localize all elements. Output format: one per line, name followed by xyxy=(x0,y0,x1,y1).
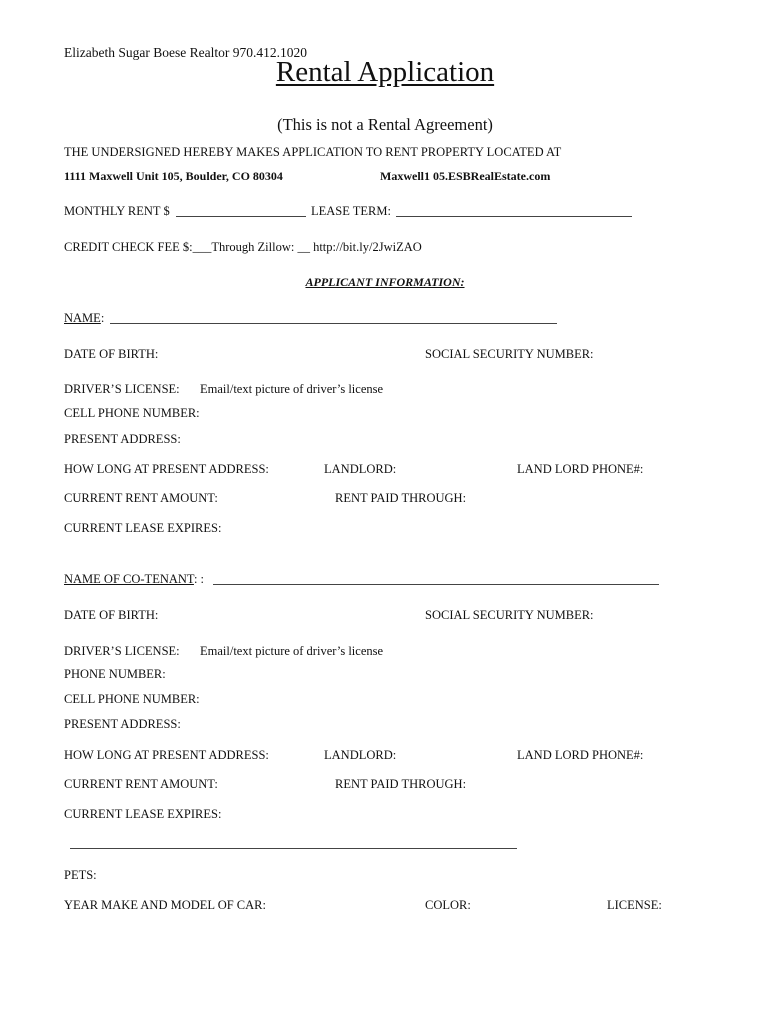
property-address: 1111 Maxwell Unit 105, Boulder, CO 80304 xyxy=(64,169,283,183)
applicant-landlord-phone-label: LAND LORD PHONE#: xyxy=(517,462,644,476)
applicant-cell-label: CELL PHONE NUMBER: xyxy=(64,406,200,420)
car-license-label: LICENSE: xyxy=(607,898,662,912)
applicant-rent-paid-label: RENT PAID THROUGH: xyxy=(335,491,467,505)
applicant-dob-label: DATE OF BIRTH: xyxy=(64,347,159,361)
cotenant-name-label xyxy=(64,573,204,586)
cotenant-ssn-label: SOCIAL SECURITY NUMBER: xyxy=(425,608,594,622)
monthly-rent-label: MONTHLY RENT $ xyxy=(64,204,170,218)
cotenant-name-field[interactable] xyxy=(213,584,659,585)
pets-label: PETS: xyxy=(64,868,97,882)
applicant-name-colon: : xyxy=(100,311,105,325)
realtor-header: Elizabeth Sugar Boese Realtor 970.412.1020 xyxy=(64,45,307,60)
cotenant-lease-expires-label: CURRENT LEASE EXPIRES: xyxy=(64,807,222,821)
applicant-how-long-label: HOW LONG AT PRESENT ADDRESS: xyxy=(64,462,269,476)
applicant-dl-label: DRIVER’S LICENSE: xyxy=(64,382,180,396)
cotenant-name-label-text: NAME OF CO-TENANT xyxy=(64,572,194,586)
car-color-label: COLOR: xyxy=(425,898,471,912)
cotenant-dob-label: DATE OF BIRTH: xyxy=(64,608,159,622)
credit-check-fee: CREDIT CHECK FEE $:___Through Zillow: __ http://bit.ly/2JwiZAO xyxy=(64,240,422,254)
applicant-name-label-text: NAME xyxy=(64,311,101,325)
cotenant-dl-label: DRIVER’S LICENSE: xyxy=(64,644,180,658)
lease-term-field[interactable] xyxy=(396,216,632,217)
cotenant-address-label: PRESENT ADDRESS: xyxy=(64,717,181,731)
lease-term-label: LEASE TERM: xyxy=(311,204,391,218)
property-website: Maxwell1 05.ESBRealEstate.com xyxy=(380,169,551,183)
cotenant-dl-note: Email/text picture of driver’s license xyxy=(200,644,384,658)
cotenant-name-colon: : : xyxy=(193,572,205,586)
applicant-current-rent-label: CURRENT RENT AMOUNT: xyxy=(64,491,218,505)
cotenant-current-rent-label: CURRENT RENT AMOUNT: xyxy=(64,777,218,791)
intro-statement: THE UNDERSIGNED HEREBY MAKES APPLICATION TO RENT PROPERTY LOCATED AT xyxy=(64,145,562,159)
page-title: Rental Application xyxy=(275,56,495,88)
cotenant-landlord-label: LANDLORD: xyxy=(324,748,397,762)
page-subtitle: (This is not a Rental Agreement) xyxy=(277,115,493,134)
cotenant-how-long-label: HOW LONG AT PRESENT ADDRESS: xyxy=(64,748,269,762)
applicant-ssn-label: SOCIAL SECURITY NUMBER: xyxy=(425,347,594,361)
car-year-make-model-label: YEAR MAKE AND MODEL OF CAR: xyxy=(64,898,266,912)
cotenant-landlord-phone-label: LAND LORD PHONE#: xyxy=(517,748,644,762)
applicant-address-label: PRESENT ADDRESS: xyxy=(64,432,181,446)
cotenant-phone-label: PHONE NUMBER: xyxy=(64,667,166,681)
applicant-section-title: APPLICANT INFORMATION: xyxy=(305,275,465,289)
blank-line-field[interactable] xyxy=(70,848,517,849)
cotenant-rent-paid-label: RENT PAID THROUGH: xyxy=(335,777,467,791)
monthly-rent-field[interactable] xyxy=(176,216,306,217)
applicant-name-field[interactable] xyxy=(110,323,557,324)
cotenant-cell-label: CELL PHONE NUMBER: xyxy=(64,692,200,706)
applicant-dl-note: Email/text picture of driver’s license xyxy=(200,382,384,396)
applicant-lease-expires-label: CURRENT LEASE EXPIRES: xyxy=(64,521,222,535)
applicant-name-label xyxy=(64,312,104,325)
applicant-landlord-label: LANDLORD: xyxy=(324,462,397,476)
